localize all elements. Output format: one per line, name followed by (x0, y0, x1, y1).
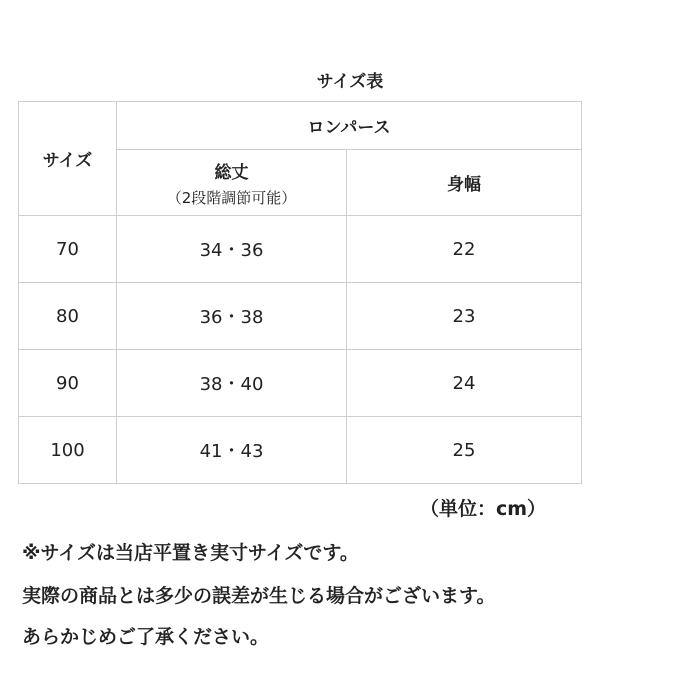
width-cell: 24 (347, 350, 582, 417)
length-cell: 41・43 (117, 417, 347, 484)
unit-label: （単位：cm） (420, 498, 547, 520)
length-adjust-note: （2段階調節可能） (166, 188, 297, 207)
table-row (19, 283, 582, 350)
width-cell: 22 (347, 216, 582, 283)
length-cell: 34・36 (117, 216, 347, 283)
size-table (18, 101, 582, 484)
width-column-header: 身幅 (347, 150, 582, 216)
note-line: あらかじめご了承ください。 (22, 626, 270, 648)
size-cell: 80 (19, 283, 117, 350)
table-title: サイズ表 (316, 72, 384, 92)
size-cell: 70 (19, 216, 117, 283)
width-cell: 23 (347, 283, 582, 350)
table-row (19, 216, 582, 283)
size-cell: 90 (19, 350, 117, 417)
table-row (19, 350, 582, 417)
romper-group-header: ロンパース (117, 102, 582, 150)
length-column-header (117, 150, 347, 216)
note-line: 実際の商品とは多少の誤差が生じる場合がございます。 (22, 585, 496, 607)
length-header-label: 総丈 (214, 162, 249, 183)
width-cell: 25 (347, 417, 582, 484)
table-row (19, 417, 582, 484)
size-cell: 100 (19, 417, 117, 484)
size-column-header: サイズ (19, 102, 117, 216)
length-cell: 36・38 (117, 283, 347, 350)
note-line: ※サイズは当店平置き実寸サイズです。 (22, 542, 359, 564)
length-cell: 38・40 (117, 350, 347, 417)
